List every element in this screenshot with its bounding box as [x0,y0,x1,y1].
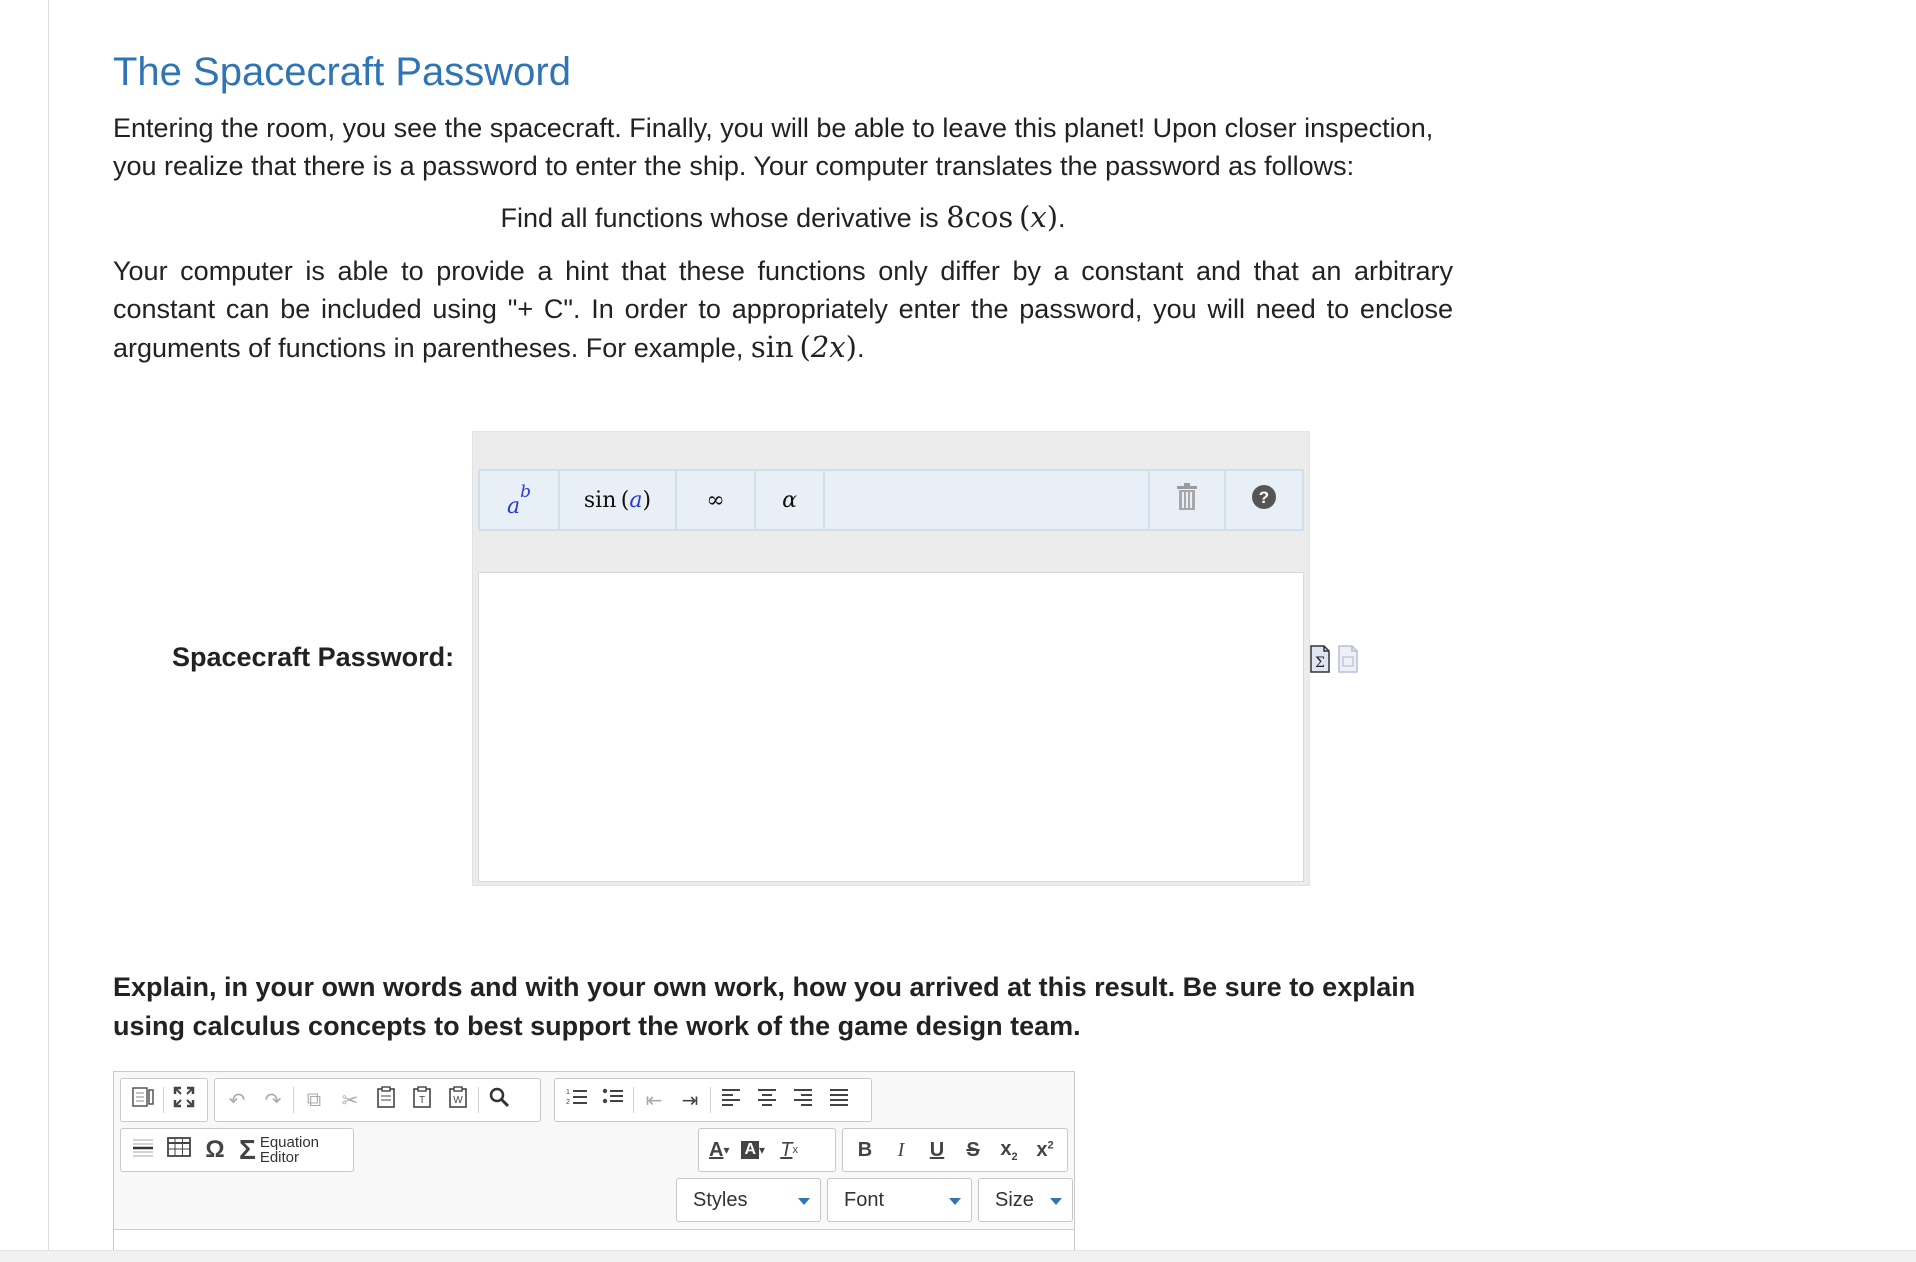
bold-icon: B [857,1138,873,1161]
prompt-math: 8cos (x) [946,200,1059,234]
question-circle-icon [1251,484,1277,516]
justify-icon [829,1088,849,1112]
background-color-icon: A [741,1141,759,1159]
undo-icon: ↶ [228,1089,246,1112]
password-input[interactable] [478,572,1304,882]
hint-text: Your computer is able to provide a hint that these functions only differ by a constant and that an arbitrary constant can be included using "+ C". In order to appropriately enter the password, you will need to enclose arguments of functions in parentheses. For example, [113,256,1453,363]
sin-button[interactable]: sin ( a ) [560,471,677,529]
chevron-down-icon [1050,1198,1062,1205]
separator [633,1087,634,1113]
indent-icon: ⇥ [681,1089,699,1112]
bottom-scroll-area [0,1250,1916,1262]
intro-paragraph: Entering the room, you see the spacecraft. Finally, you will be able to leave this planet! Upon closer inspection, you realize that there is a password to enter the ship. Your computer translates the password as follows: [113,113,1434,181]
math-toolbar [478,469,1304,531]
trash-icon [1175,483,1199,517]
left-border [48,0,49,1262]
find-button[interactable] [481,1083,517,1117]
strikethrough-button[interactable] [955,1133,991,1167]
numbered-list-icon [566,1087,588,1113]
remove-format-button[interactable]: T x [780,1138,798,1161]
page-title: The Spacecraft Password [113,50,571,94]
subscript-button[interactable] [991,1133,1027,1167]
align-left-icon [721,1088,741,1112]
source-button[interactable] [125,1083,161,1117]
outdent-button[interactable] [636,1083,672,1117]
power-button[interactable]: a b [480,471,560,529]
maximize-button[interactable] [166,1083,202,1117]
toolbar-group-view [120,1078,208,1122]
bold-button[interactable] [847,1133,883,1167]
text-color-icon: A [709,1138,724,1161]
outdent-icon: ⇤ [645,1089,663,1112]
subscript-icon: $x_2$ [1000,1137,1018,1163]
paste-word-button[interactable] [440,1083,476,1117]
copy-button[interactable] [296,1083,332,1117]
italic-button[interactable] [883,1133,919,1167]
alpha-button[interactable]: α [756,471,825,529]
copy-icon: ⧉ [306,1088,322,1111]
italic-icon: I [897,1138,905,1161]
align-left-button[interactable] [713,1083,749,1117]
horizontal-line-icon [132,1137,154,1163]
bulleted-list-button[interactable] [595,1083,631,1117]
background-color-button[interactable]: A ▾ [735,1133,771,1167]
toolbar-group-colors [698,1128,836,1172]
trash-button[interactable] [1150,471,1226,529]
justify-button[interactable] [821,1083,857,1117]
toolbar-group-basic-styles [842,1128,1068,1172]
chevron-down-icon [798,1198,810,1205]
paste-text-button[interactable] [404,1083,440,1117]
equation-editor-button[interactable]: Σ Equation Editor [239,1134,320,1166]
infinity-button[interactable]: ∞ [677,471,756,529]
paste-icon [376,1086,396,1114]
separator [710,1087,711,1113]
undo-button[interactable] [219,1083,255,1117]
indent-button[interactable] [672,1083,708,1117]
sigma-icon: Σ [239,1134,256,1165]
prompt-text: Find all functions whose derivative is [500,203,939,233]
table-button[interactable] [161,1133,197,1167]
hint-paragraph: Your computer is able to provide a hint that these functions only differ by a constant and that an arbitrary constant can be included using "+ C". In order to appropriately enter the password, you will need to enclose arguments of functions in parentheses. For example, sin (2x). [113,256,1453,364]
font-dropdown[interactable]: Font [827,1178,972,1222]
side-icons [1309,645,1359,673]
explain-prompt: Explain, in your own words and with your own work, how you arrived at this result. Be sure to explain using calculus concepts to best support the work of the game design team. [113,972,1416,1041]
paste-word-icon [448,1086,468,1114]
paste-button[interactable] [368,1083,404,1117]
underline-icon: U [929,1138,945,1161]
svg-text:W: W [453,1095,463,1106]
text-color-button[interactable]: A ▾ [709,1138,730,1161]
numbered-list-button[interactable] [559,1083,595,1117]
svg-text:T: T [418,1095,426,1106]
align-center-icon [757,1088,777,1112]
align-right-icon [793,1088,813,1112]
underline-button[interactable] [919,1133,955,1167]
special-character-button[interactable] [197,1133,233,1167]
separator [478,1087,479,1113]
omega-icon: Ω [205,1136,225,1163]
text-format-icon[interactable] [1337,645,1359,673]
strikethrough-icon: S [966,1138,980,1161]
cut-button[interactable] [332,1083,368,1117]
redo-icon: ↷ [264,1089,282,1112]
bulleted-list-icon [602,1087,624,1113]
toolbar-group-insert [120,1128,354,1172]
svg-text:?: ? [1258,488,1270,507]
search-icon [488,1086,510,1114]
toolbar-group-paragraph [554,1078,872,1122]
align-right-button[interactable] [785,1083,821,1117]
math-format-icon[interactable] [1309,645,1331,673]
example-math: sin (2x) [750,330,857,364]
maximize-icon [173,1086,195,1114]
redo-button[interactable] [255,1083,291,1117]
help-button[interactable] [1226,471,1302,529]
styles-dropdown[interactable]: Styles [676,1178,821,1222]
remove-format-icon: T [780,1138,793,1161]
svg-text:2: 2 [566,1099,570,1106]
chevron-down-icon [949,1198,961,1205]
rich-text-editor [113,1071,1075,1251]
password-label: Spacecraft Password: [172,642,455,672]
math-editor [472,431,1310,886]
cut-icon: ✂ [341,1089,359,1112]
table-icon [167,1137,191,1163]
superscript-icon: $x^2$ [1036,1138,1054,1161]
separator [293,1087,294,1113]
align-center-button[interactable] [749,1083,785,1117]
svg-text:1: 1 [566,1089,570,1096]
paste-text-icon [412,1086,432,1114]
svg-text:Σ: Σ [1315,655,1325,671]
horizontal-line-button[interactable] [125,1133,161,1167]
source-icon [131,1086,155,1114]
toolbar-group-clipboard [214,1078,541,1122]
password-prompt: Find all functions whose derivative is 8cos (x). [500,200,1066,234]
size-dropdown[interactable]: Size [978,1178,1073,1222]
separator [163,1087,164,1113]
superscript-button[interactable] [1027,1133,1063,1167]
toolbar-spacer [825,471,1150,529]
